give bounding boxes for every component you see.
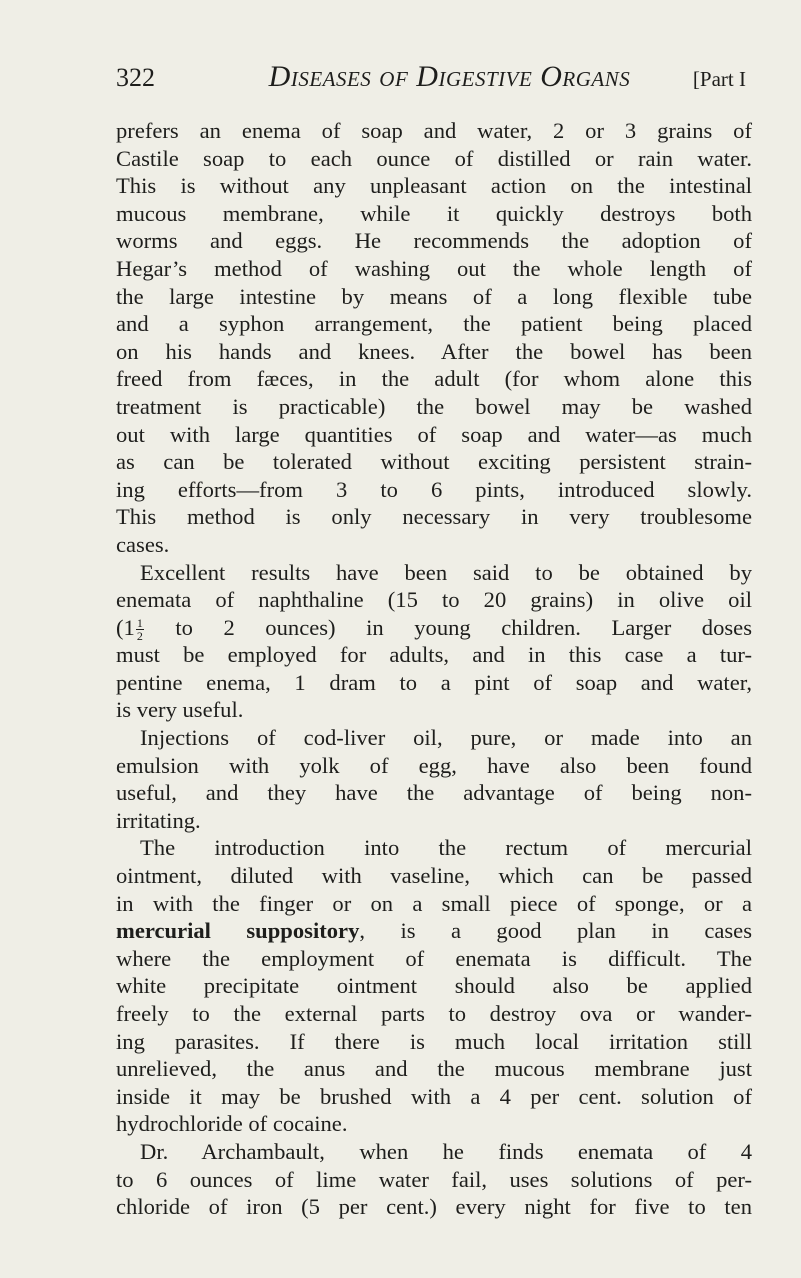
text-line: white precipitate ointment should also be applied (116, 973, 752, 999)
text-line: This is without any unpleasant action on the intestinal (116, 173, 752, 199)
text-line: chloride of iron (5 per cent.) every night for five to ten (116, 1194, 752, 1220)
fraction-one-half (136, 617, 144, 642)
text-line-rest: , is a good plan in cases (359, 918, 753, 944)
text-line-fraction (116, 614, 752, 642)
text-line: cases. (116, 531, 170, 557)
text-line: freed from fæces, in the adult (for whom alone this (116, 366, 752, 392)
text-line: where the employment of enemata is difficult. The (116, 945, 752, 971)
fraction-prefix: (1 (116, 614, 135, 640)
running-title: Diseases of Digestive Organs (268, 60, 631, 93)
text-line: irritating. (116, 807, 201, 833)
text-line: Hegar’s method of washing out the whole length of (116, 255, 752, 281)
text-line: is very useful. (116, 697, 244, 723)
text-line: prefers an enema of soap and water, 2 or 3 grains of (116, 118, 752, 143)
fraction-numerator: 1 (136, 616, 143, 630)
text-line: inside it may be brushed with a 4 per cent. solution of (116, 1083, 752, 1109)
text-line: on his hands and knees. After the bowel has been (116, 338, 752, 364)
text-line: the large intestine by means of a long flexible tube (116, 283, 752, 309)
text-line: The introduction into the rectum of mercurial (140, 835, 752, 861)
fraction-suffix: to 2 ounces) in young children. Larger doses (144, 614, 752, 640)
text-line: emulsion with yolk of egg, have also been found (116, 752, 752, 778)
text-line: to 6 ounces of lime water fail, uses solutions of per- (116, 1166, 752, 1192)
text-line: ing parasites. If there is much local irritation still (116, 1028, 752, 1054)
part-label: [Part I (692, 67, 746, 91)
text-line: pentine enema, 1 dram to a pint of soap and water, (116, 669, 752, 695)
text-line: freely to the external parts to destroy ova or wander- (116, 1001, 752, 1026)
text-line: worms and eggs. He recommends the adoption of (116, 228, 752, 254)
page-number: 322 (116, 63, 155, 92)
fraction-denominator: 2 (136, 629, 143, 643)
text-line: useful, and they have the advantage of being non- (116, 780, 752, 806)
text-line: enemata of naphthaline (15 to 20 grains) in olive oil (116, 587, 752, 613)
text-line: must be employed for adults, and in this case a tur- (116, 642, 752, 668)
text-line: ointment, diluted with vaseline, which can be passed (116, 863, 752, 889)
text-line: hydrochloride of cocaine. (116, 1111, 348, 1137)
text-line: as can be tolerated without exciting persistent strain- (116, 449, 752, 475)
text-line: This method is only necessary in very troublesome (116, 504, 752, 530)
text-line: mucous membrane, while it quickly destroys both (116, 200, 752, 226)
bold-term: mercurial suppository (116, 918, 360, 944)
text-line: out with large quantities of soap and water—as much (116, 421, 752, 447)
text-line: unrelieved, the anus and the mucous membrane just (116, 1056, 752, 1082)
text-line: Excellent results have been said to be obtained by (140, 559, 752, 585)
text-line: treatment is practicable) the bowel may be washed (116, 393, 752, 419)
text-line: and a syphon arrangement, the patient being placed (116, 311, 752, 337)
running-head (116, 60, 746, 104)
text-line: Dr. Archambault, when he finds enemata of 4 (140, 1138, 752, 1164)
text-line: in with the finger or on a small piece of sponge, or a (116, 890, 752, 916)
text-line-emphasis (116, 917, 752, 945)
text-line: Castile soap to each ounce of distilled or rain water. (116, 145, 752, 171)
body-text (116, 117, 752, 1221)
text-line: ing efforts—from 3 to 6 pints, introduced slowly. (116, 476, 752, 502)
text-line: Injections of cod-liver oil, pure, or made into an (140, 725, 752, 751)
